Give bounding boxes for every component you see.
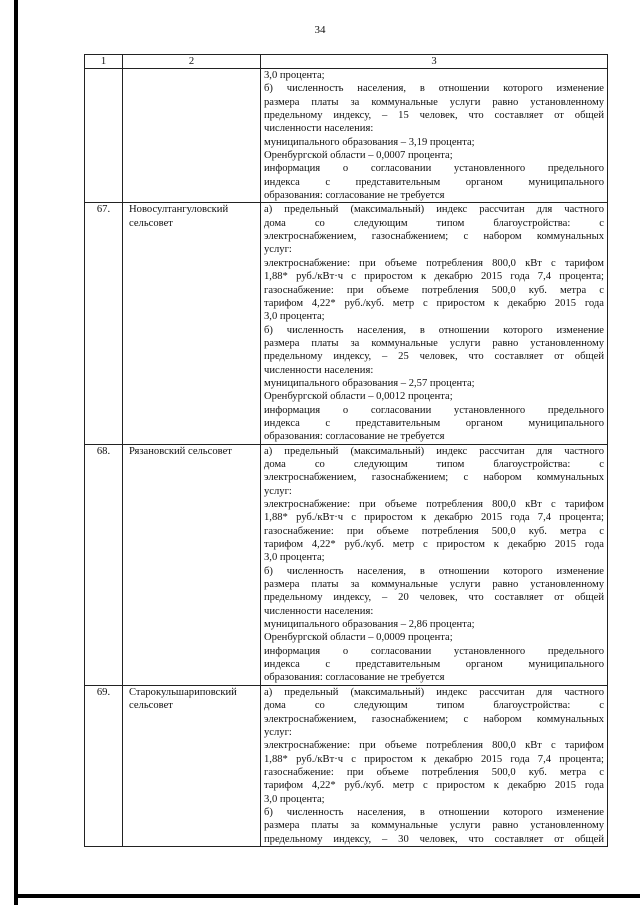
description-line: размера платы за коммунальные услуги равно установленному: [264, 820, 604, 832]
description-line: тарифом 4,22* руб./куб. метр с приростом к декабрю 2015 года: [264, 297, 604, 309]
description-line: электроснабжение: при объеме потребления 800,0 кВт с тарифом: [264, 740, 604, 752]
description-line: дома со следующим типом благоустройства: с: [264, 217, 604, 229]
index-description: [261, 69, 608, 203]
index-description: [261, 444, 608, 685]
header-cell-1: 1: [85, 55, 123, 69]
description-line: а) предельный (максимальный) индекс рассчитан для частного: [264, 445, 604, 457]
description-line: электроснабжение: при объеме потребления 800,0 кВт с тарифом: [264, 499, 604, 510]
description-line: Оренбургской области – 0,0007 процента;: [264, 150, 453, 162]
header-cell-3: 3: [261, 55, 608, 69]
description-line: электроснабжением, газоснабжением; с набором коммунальных: [264, 472, 604, 484]
description-line: б) численность населения, в отношении которого изменение: [264, 324, 604, 336]
row-number: 69.: [85, 685, 123, 846]
description-line: 1,88* руб./кВт·ч с приростом к декабрю 2015 года 7,4 процента;: [264, 512, 604, 524]
scan-border-bottom: [14, 894, 640, 898]
description-line: электроснабжением, газоснабжением; с набором коммунальных: [264, 713, 604, 725]
description-line: размера платы за коммунальные услуги равно установленному: [264, 579, 604, 591]
municipal-index-table: [84, 54, 608, 847]
description-line: газоснабжение: при объеме потребления 500,0 куб. метра с: [264, 766, 604, 778]
description-line: образования: согласование не требуется: [264, 431, 445, 443]
description-line: 3,0 процента;: [264, 311, 325, 323]
description-line: услуг:: [264, 244, 292, 256]
description-line: информация о согласовании установленного предельного: [264, 404, 604, 416]
description-line: индекса с представительным органом муниципального: [264, 176, 604, 188]
description-line: размера платы за коммунальные услуги равно установленному: [264, 337, 604, 349]
description-line: муниципального образования – 2,86 процента;: [264, 619, 475, 631]
municipality-name: Старокульшариповский сельсовет: [123, 685, 261, 846]
description-line: б) численность населения, в отношении которого изменение: [264, 83, 604, 95]
description-line: услуг:: [264, 485, 292, 497]
row-number: [85, 69, 123, 203]
municipality-name: Рязановский сельсовет: [123, 444, 261, 685]
table-row: [85, 203, 608, 444]
description-line: газоснабжение: при объеме потребления 500,0 куб. метра с: [264, 525, 604, 537]
table-row: [85, 444, 608, 685]
municipality-name: [123, 69, 261, 203]
description-line: 3,0 процента;: [264, 793, 325, 805]
description-line: численности населения:: [264, 605, 374, 617]
row-number: 67.: [85, 203, 123, 444]
description-line: информация о согласовании установленного предельного: [264, 645, 604, 657]
description-line: предельному индексу, – 20 человек, что составляет от общей: [264, 592, 604, 604]
description-line: электроснабжением, газоснабжением; с набором коммунальных: [264, 231, 604, 243]
description-line: муниципального образования – 3,19 процента;: [264, 136, 475, 148]
description-line: дома со следующим типом благоустройства: с: [264, 458, 604, 470]
table-header-row: [85, 55, 608, 69]
description-line: индекса с представительным органом муниципального: [264, 659, 604, 671]
description-line: муниципального образования – 2,57 процента;: [264, 377, 475, 389]
description-line: Оренбургской области – 0,0009 процента;: [264, 632, 453, 644]
description-line: 3,0 процента;: [264, 552, 325, 564]
description-line: а) предельный (максимальный) индекс рассчитан для частного: [264, 204, 604, 216]
description-line: тарифом 4,22* руб./куб. метр с приростом к декабрю 2015 года: [264, 539, 604, 551]
description-line: Оренбургской области – 0,0012 процента;: [264, 391, 453, 403]
description-line: индекса с представительным органом муниципального: [264, 417, 604, 429]
row-number: 68.: [85, 444, 123, 685]
description-line: 1,88* руб./кВт·ч с приростом к декабрю 2015 года 7,4 процента;: [264, 271, 604, 283]
description-line: газоснабжение: при объеме потребления 500,0 куб. метра с: [264, 284, 604, 296]
description-line: численности населения:: [264, 123, 374, 135]
description-line: образования: согласование не требуется: [264, 190, 445, 202]
page-number: 34: [314, 24, 326, 36]
description-line: образования: согласование не требуется: [264, 672, 445, 684]
description-line: численности населения:: [264, 364, 374, 376]
description-line: 1,88* руб./кВт·ч с приростом к декабрю 2015 года 7,4 процента;: [264, 753, 604, 765]
description-line: а) предельный (максимальный) индекс рассчитан для частного: [264, 686, 604, 698]
table-body: [85, 69, 608, 847]
description-line: предельному индексу, – 25 человек, что составляет от общей: [264, 351, 604, 363]
description-line: предельному индексу, – 15 человек, что составляет от общей: [264, 110, 604, 122]
index-description: [261, 685, 608, 846]
description-line: тарифом 4,22* руб./куб. метр с приростом к декабрю 2015 года: [264, 780, 604, 792]
header-cell-2: 2: [123, 55, 261, 69]
description-line: размера платы за коммунальные услуги равно установленному: [264, 96, 604, 108]
table-row: [85, 685, 608, 846]
description-line: предельному индексу, – 30 человек, что составляет от общей: [264, 833, 604, 845]
municipality-name: Новосултангуловский сельсовет: [123, 203, 261, 444]
index-description: [261, 203, 608, 444]
scan-border-left: [14, 0, 18, 905]
table-row: [85, 69, 608, 203]
description-line: услуг:: [264, 726, 292, 738]
description-line: информация о согласовании установленного предельного: [264, 163, 604, 175]
description-line: б) численность населения, в отношении которого изменение: [264, 806, 604, 818]
description-line: 3,0 процента;: [264, 70, 325, 81]
description-line: дома со следующим типом благоустройства: с: [264, 700, 604, 712]
description-line: электроснабжение: при объеме потребления 800,0 кВт с тарифом: [264, 257, 604, 269]
description-line: б) численность населения, в отношении которого изменение: [264, 565, 604, 577]
